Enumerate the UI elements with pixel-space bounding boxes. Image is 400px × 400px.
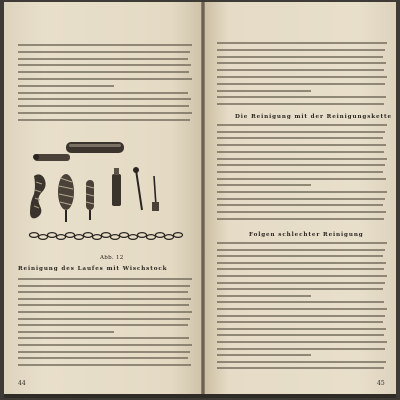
section-heading: Die Reinigung mit der Reinigungskette <box>235 114 392 120</box>
text-line <box>18 85 114 87</box>
text-line <box>217 295 311 297</box>
oil-bottle-icon <box>112 168 121 206</box>
text-line <box>217 90 311 92</box>
text-line <box>18 364 191 366</box>
text-line <box>217 249 385 251</box>
text-line <box>217 268 384 270</box>
left-page <box>4 2 201 394</box>
text-line <box>18 344 192 346</box>
text-line <box>217 242 387 244</box>
text-line <box>217 184 311 186</box>
text-line <box>18 291 188 293</box>
text-line <box>217 361 386 363</box>
text-line <box>217 96 386 98</box>
text-line <box>217 198 385 200</box>
text-line <box>18 357 188 359</box>
text-line <box>217 131 385 133</box>
bristle-brush-icon <box>58 174 74 222</box>
text-line <box>217 255 383 257</box>
text-line <box>18 318 190 320</box>
text-line <box>18 298 191 300</box>
text-line <box>217 69 384 71</box>
text-line <box>18 112 192 114</box>
text-line <box>217 328 386 330</box>
text-line <box>18 324 188 326</box>
text-line <box>217 218 384 220</box>
text-line <box>18 98 191 100</box>
text-line <box>18 311 192 313</box>
right-page <box>205 2 396 394</box>
text-line <box>217 164 385 166</box>
text-line <box>18 304 189 306</box>
text-line <box>217 76 387 78</box>
text-line <box>217 62 386 64</box>
text-line <box>18 285 190 287</box>
text-line <box>217 171 383 173</box>
page-number-left: 44 <box>18 380 26 387</box>
text-line <box>217 308 387 310</box>
screw-tool-icon <box>133 167 159 211</box>
section-heading: Reinigung des Laufes mit Wischstock <box>18 266 168 272</box>
text-line <box>18 119 190 121</box>
cleaning-brush-icon <box>30 174 46 218</box>
text-line <box>217 282 385 284</box>
text-line <box>217 211 386 213</box>
cleaning-chain-icon <box>30 233 183 240</box>
text-line <box>217 103 384 105</box>
text-line <box>217 137 383 139</box>
text-line <box>18 105 189 107</box>
text-line <box>217 83 385 85</box>
text-line <box>217 341 387 343</box>
text-line <box>217 321 383 323</box>
section-heading: Folgen schlechter Reinigung <box>249 232 364 238</box>
text-line <box>18 44 192 46</box>
text-line <box>217 158 387 160</box>
book-spread <box>4 2 396 398</box>
text-line <box>18 337 189 339</box>
text-line <box>217 288 383 290</box>
small-brush-icon <box>86 180 94 220</box>
text-line <box>18 71 189 73</box>
text-line <box>217 124 387 126</box>
text-line <box>18 64 191 66</box>
text-line <box>217 334 384 336</box>
figure-caption: Abb. 12 <box>100 255 124 261</box>
text-line <box>217 151 384 153</box>
text-line <box>217 348 385 350</box>
text-line <box>217 42 387 44</box>
wiping-rod-icon <box>33 142 124 161</box>
text-line <box>18 331 114 333</box>
page-number-right: 45 <box>377 380 385 387</box>
text-line <box>217 262 386 264</box>
text-line <box>18 78 192 80</box>
text-line <box>217 144 386 146</box>
text-line <box>217 56 383 58</box>
text-line <box>217 367 384 369</box>
text-line <box>217 178 386 180</box>
text-line <box>18 278 192 280</box>
text-line <box>217 191 387 193</box>
text-line <box>18 92 188 94</box>
text-line <box>217 354 311 356</box>
text-line <box>217 301 384 303</box>
text-line <box>217 275 387 277</box>
cleaning-tools-illustration <box>26 136 186 256</box>
text-line <box>217 315 385 317</box>
text-line <box>18 58 188 60</box>
text-line <box>18 351 190 353</box>
text-line <box>18 51 190 53</box>
text-line <box>217 204 383 206</box>
text-line <box>217 49 385 51</box>
